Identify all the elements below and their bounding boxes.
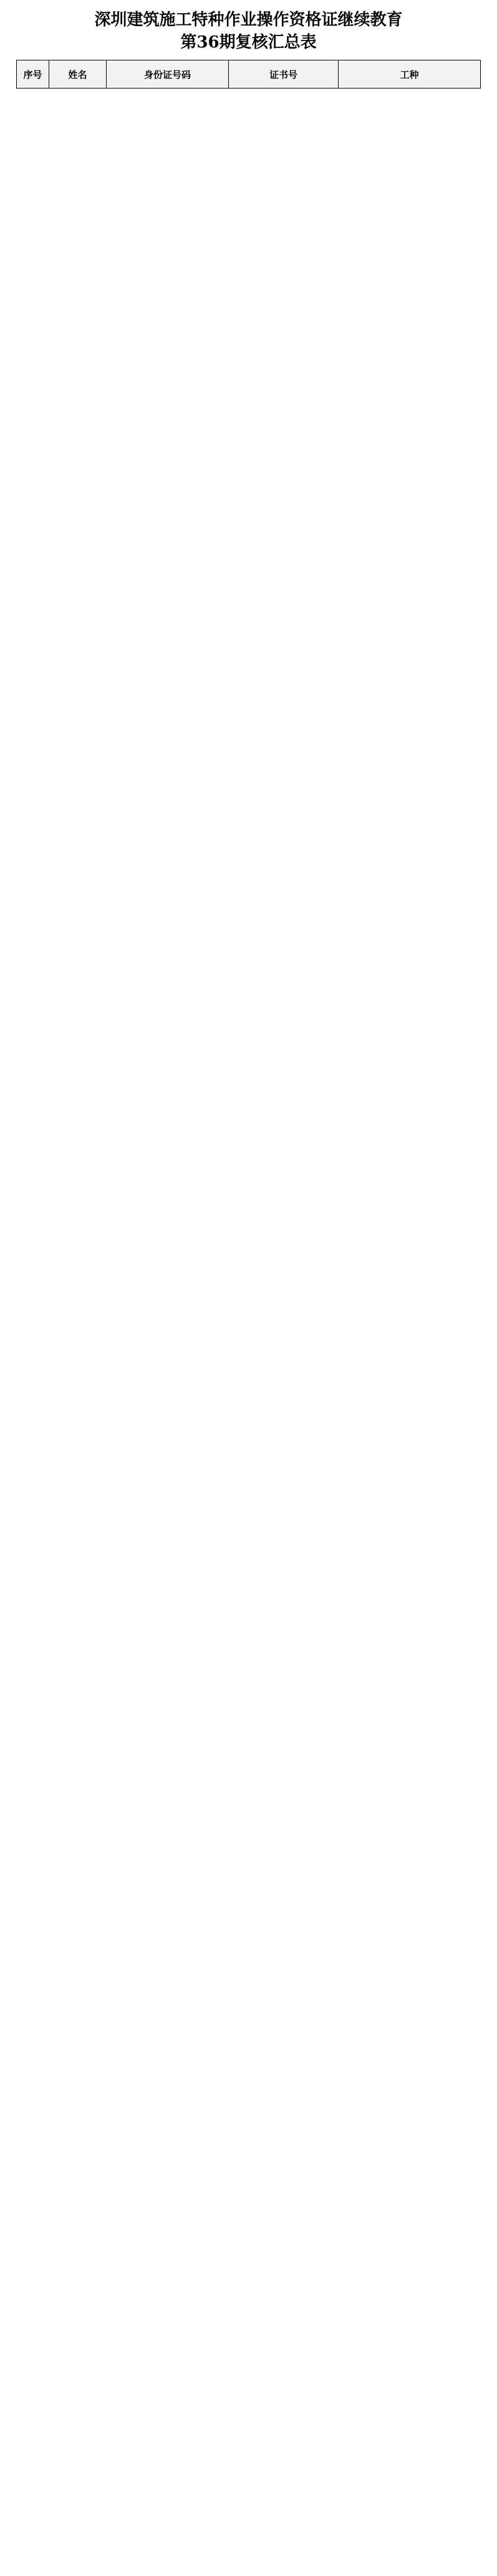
header-name: 姓名 [49,60,107,89]
document-page [0,0,497,101]
header-seq: 序号 [17,60,49,89]
summary-table [16,60,481,89]
header-id-number: 身份证号码 [107,60,229,89]
title-line-2: 第36期复核汇总表 [180,33,317,52]
title-line-1: 深圳建筑施工特种作业操作资格证继续教育 [94,11,403,29]
header-certificate: 证书号 [229,60,339,89]
header-job-type: 工种 [339,60,481,89]
table-header-row [17,60,481,89]
document-title [16,9,481,54]
